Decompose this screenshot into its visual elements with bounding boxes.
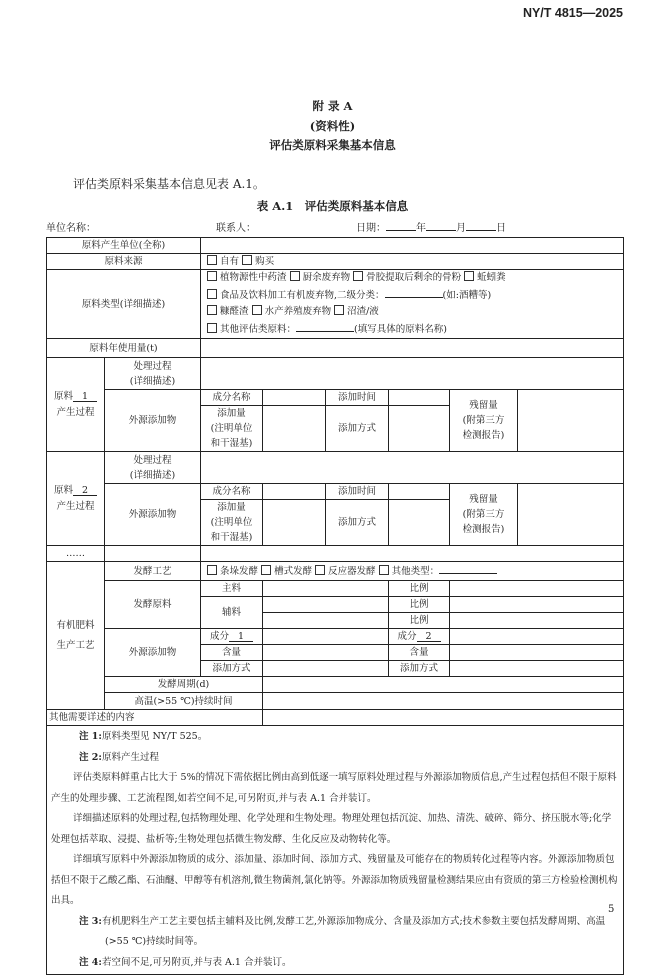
option-label: 食品及饮料加工有机废弃物,二级分类： — [220, 289, 385, 301]
component-2-value[interactable] — [450, 629, 624, 645]
fertilizer-additive-label: 外源添加物 — [105, 629, 201, 677]
unit-name-label: 单位名称： — [46, 223, 96, 234]
option-label: 自有 — [220, 256, 240, 267]
year-label: 年 — [416, 223, 426, 234]
component-name-value[interactable] — [263, 484, 326, 500]
option-label: 植物源性中药渣 — [220, 272, 287, 283]
annual-use-label: 原料年使用量(t) — [47, 339, 201, 358]
residue-label: 残留量 (附第三方 检测报告) — [450, 484, 518, 546]
month-label: 月 — [456, 223, 466, 234]
note-2: 注 2:原料产生过程 — [79, 751, 159, 763]
checkbox[interactable] — [353, 271, 363, 281]
option-label: 蚯蚓粪 — [477, 272, 506, 283]
method-value[interactable] — [263, 661, 389, 677]
content-value[interactable] — [450, 645, 624, 661]
option-label: 骨胶提取后剩余的骨粉 — [366, 272, 462, 283]
empty-cell[interactable] — [105, 546, 201, 562]
component-2-label: 成分 2 — [389, 629, 450, 645]
add-method-label: 添加方式 — [326, 500, 389, 546]
high-temp-duration-value[interactable] — [263, 693, 624, 710]
ratio-label: 比例 — [389, 613, 450, 629]
date-field — [356, 219, 506, 234]
checkbox[interactable] — [207, 305, 217, 315]
option-hint: (填写具体的原料名称) — [354, 323, 447, 335]
other-content-value[interactable] — [263, 710, 624, 726]
ferment-period-label: 发酵周期(d) — [105, 677, 263, 693]
checkbox[interactable] — [207, 289, 217, 299]
contact-label: 联系人： — [216, 223, 256, 234]
ratio-label: 比例 — [389, 597, 450, 613]
content-label: 含量 — [201, 645, 263, 661]
treatment-label: 处理过程 (详细描述) — [105, 452, 201, 484]
appendix-subtitle: 评估类原料采集基本信息 — [269, 138, 396, 152]
component-name-value[interactable] — [263, 390, 326, 406]
add-amount-value[interactable] — [263, 406, 326, 452]
ferment-options — [201, 562, 624, 581]
component-name-label: 成分名称 — [201, 390, 263, 406]
add-time-label: 添加时间 — [326, 484, 389, 500]
option-label: 糠醛渣 — [220, 306, 249, 317]
component-1-label: 成分 1 — [201, 629, 263, 645]
other-content-label: 其他需要详述的内容 — [47, 710, 263, 726]
other-ferment-blank[interactable] — [439, 563, 497, 574]
fertilizer-process-label: 有机肥料 生产工艺 — [47, 562, 105, 710]
type-label: 原料类型(详细描述) — [47, 270, 201, 339]
checkbox[interactable] — [207, 565, 217, 575]
checkbox[interactable] — [290, 271, 300, 281]
add-method-value[interactable] — [389, 406, 450, 452]
ratio-value[interactable] — [450, 597, 624, 613]
content-value[interactable] — [263, 645, 389, 661]
add-amount-label: 添加量 (注明单位 和干湿基) — [201, 500, 263, 546]
treatment-label: 处理过程 (详细描述) — [105, 358, 201, 390]
add-time-value[interactable] — [389, 390, 450, 406]
main-material-label: 主料 — [201, 581, 263, 597]
producer-label: 原料产生单位(全称) — [47, 238, 201, 254]
component-name-label: 成分名称 — [201, 484, 263, 500]
residue-value[interactable] — [518, 390, 624, 452]
type-options — [201, 270, 624, 339]
note-2-paragraph-1: 评估类原料鲜重占比大于 5%的情况下需依据比例由高到低逐一填写原料处理过程与外源添加物质信息,产生过程包括但不限于原料产生的处理步骤、工艺流程图,如若空间不足,可另附页,并与表 A.1 合并装订。 — [51, 772, 617, 804]
high-temp-duration-label: 高温(>55 ℃)持续时间 — [105, 693, 263, 710]
table-title: 表 A.1 评估类原料基本信息 — [256, 199, 409, 213]
add-method-value[interactable] — [389, 500, 450, 546]
aux-material-value[interactable] — [263, 597, 389, 613]
date-label: 日期： — [356, 223, 386, 234]
option-label: 水产养殖废弃物 — [264, 306, 332, 317]
additive-label: 外源添加物 — [105, 484, 201, 546]
add-amount-label: 添加量 (注明单位 和干湿基) — [201, 406, 263, 452]
subcategory-blank[interactable] — [385, 287, 443, 298]
note-1: 注 1:原料类型见 NY/T 525。 — [79, 731, 208, 742]
standard-number: NY/T 4815—2025 — [522, 6, 623, 20]
annual-use-value[interactable] — [201, 339, 624, 358]
option-label: 沼渣/液 — [347, 306, 379, 317]
checkbox[interactable] — [242, 255, 252, 265]
day-blank[interactable] — [466, 220, 496, 231]
ratio-label: 比例 — [389, 581, 450, 597]
main-material-value[interactable] — [263, 581, 389, 597]
option-label: 其他评估类原料： — [220, 323, 297, 335]
checkbox[interactable] — [315, 565, 325, 575]
note-3: 注 3:有机肥料生产工艺主要包括主辅料及比例,发酵工艺,外源添加物成分、含量及添加方式;技术参数主要包括发酵周期、高温(>55 ℃)持续时间等。 — [79, 915, 606, 947]
checkbox[interactable] — [207, 271, 217, 281]
treatment-value[interactable] — [201, 358, 624, 390]
intro-text: 评估类原料采集基本信息见表 A.1。 — [73, 177, 265, 191]
option-label: 其他类型： — [391, 566, 440, 577]
raw-2-label: 原料 2 产生过程 — [47, 452, 105, 546]
aux-material-value[interactable] — [263, 613, 389, 629]
checkbox[interactable] — [207, 323, 217, 333]
residue-label: 残留量 (附第三方 检测报告) — [450, 390, 518, 452]
ferment-process-label: 发酵工艺 — [105, 562, 201, 581]
empty-cell[interactable] — [201, 546, 624, 562]
add-method-label: 添加方式 — [326, 406, 389, 452]
appendix-title: 附 录 A — [312, 99, 353, 113]
page-number: 5 — [608, 904, 615, 915]
other-type-blank[interactable] — [296, 321, 354, 332]
method-label: 添加方式 — [201, 661, 263, 677]
raw-1-label: 原料 1 产生过程 — [47, 358, 105, 452]
additive-label: 外源添加物 — [105, 390, 201, 452]
month-blank[interactable] — [426, 220, 456, 231]
option-label: 槽式发酵 — [274, 566, 313, 577]
ferment-period-value[interactable] — [263, 677, 624, 693]
ratio-value[interactable] — [450, 613, 624, 629]
checkbox[interactable] — [252, 305, 262, 315]
component-1-value[interactable] — [263, 629, 389, 645]
treatment-value[interactable] — [201, 452, 624, 484]
year-blank[interactable] — [386, 220, 416, 231]
ratio-value[interactable] — [450, 581, 624, 597]
raw-number: 1 — [73, 389, 97, 402]
source-label: 原料来源 — [47, 254, 201, 270]
raw-number: 2 — [73, 483, 97, 496]
option-label: 厨余废弃物 — [302, 272, 351, 283]
option-label: 购买 — [255, 256, 275, 267]
add-time-value[interactable] — [389, 484, 450, 500]
add-amount-value[interactable] — [263, 500, 326, 546]
appendix-nature: (资料性) — [309, 119, 356, 133]
checkbox[interactable] — [464, 271, 474, 281]
method-label: 添加方式 — [389, 661, 450, 677]
more-raw-ellipsis: …… — [47, 546, 105, 562]
option-hint: (如:酒糟等) — [442, 289, 492, 301]
note-2-paragraph-2: 详细描述原料的处理过程,包括物理处理、化学处理和生物处理。物理处理包括沉淀、加热、清洗、破碎、筛分、挤压脱水等;化学处理包括萃取、浸提、盐析等;生物处理包括微生物发酵、生化反应及动物转化等。 — [51, 813, 612, 845]
notes — [47, 726, 624, 975]
checkbox[interactable] — [207, 255, 217, 265]
option-label: 条垛发酵 — [220, 566, 259, 577]
checkbox[interactable] — [261, 565, 271, 575]
checkbox[interactable] — [379, 565, 389, 575]
add-time-label: 添加时间 — [326, 390, 389, 406]
note-4: 注 4:若空间不足,可另附页,并与表 A.1 合并装订。 — [79, 956, 292, 968]
source-options — [201, 254, 624, 270]
aux-material-label: 辅料 — [201, 597, 263, 629]
day-label: 日 — [496, 223, 506, 234]
content-label: 含量 — [389, 645, 450, 661]
method-value[interactable] — [450, 661, 624, 677]
note-2-paragraph-3: 详细填写原料中外源添加物质的成分、添加量、添加时间、添加方式、残留量及可能存在的物质转化过程等内容。外源添加物质包括但不限于乙酸乙酯、石油醚、甲醇等有机溶剂,微生物菌剂,氯化钠等。外源添加物质残留量检测结果应由有资质的第三方检验检测机构出具。 — [51, 854, 618, 906]
producer-value[interactable] — [201, 238, 624, 254]
raw-material-info-table — [46, 237, 624, 975]
residue-value[interactable] — [518, 484, 624, 546]
checkbox[interactable] — [334, 305, 344, 315]
ferment-material-label: 发酵原料 — [105, 581, 201, 629]
option-label: 反应器发酵 — [328, 566, 376, 577]
